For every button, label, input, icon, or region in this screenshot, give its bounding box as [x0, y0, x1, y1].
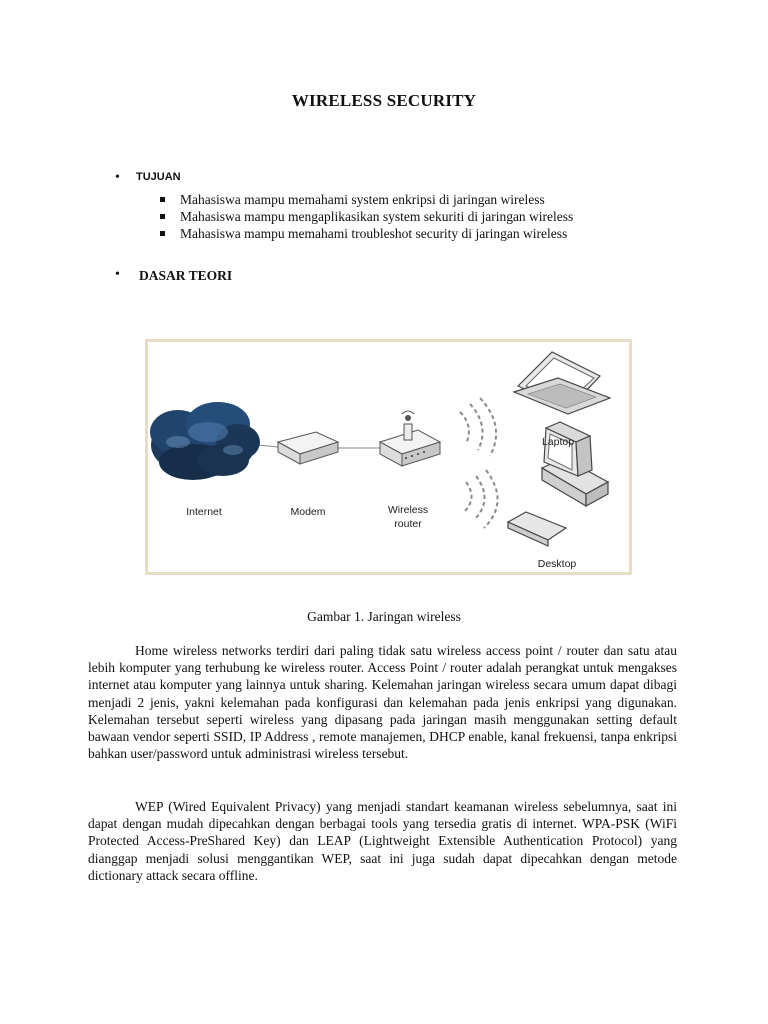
body-paragraph: WEP (Wired Equivalent Privacy) yang menjadi standart keamanan wireless sebelumnya, saat ini dapat dengan mudah dipecahkan dengan berbagai tools yang tersedia gratis di internet. WPA-PSK (WiFi Protected Access-PreShared Key) dan LEAP (Lightweight Extensible Authentication Protocol) yang dianggap menjadi solusi menggantikan WEP, saat ini juga sudah dapat dipecahkan dengan metode dictionary attack secara offline.	[88, 799, 677, 883]
list-item-text: Mahasiswa mampu mengaplikasikan system sekuriti di jaringan wireless	[180, 209, 574, 224]
square-bullet-icon	[160, 197, 165, 202]
square-bullet-icon	[160, 231, 165, 236]
modem-label: Modem	[290, 506, 326, 518]
wifi-signal-icon	[464, 470, 498, 528]
page-title: WIRELESS SECURITY	[291, 91, 477, 110]
laptop-label: Laptop	[541, 436, 575, 448]
network-diagram	[145, 339, 632, 575]
wireless-router-label-line1: Wireless	[387, 504, 429, 516]
wireless-router-label-line2: router	[394, 518, 422, 530]
network-diagram-svg	[148, 342, 629, 572]
bullet-icon: •	[115, 170, 120, 185]
square-bullet-icon	[160, 214, 165, 219]
internet-cloud-icon	[150, 402, 260, 480]
desktop-label: Desktop	[537, 558, 577, 570]
list-item-text: Mahasiswa mampu memahami system enkripsi di jaringan wireless	[180, 192, 545, 207]
laptop-icon	[514, 352, 610, 414]
section-heading-dasar-teori: DASAR TEORI	[139, 268, 233, 283]
figure-caption: Gambar 1. Jaringan wireless	[307, 609, 461, 624]
link-line	[258, 445, 278, 447]
bullet-icon: •	[115, 267, 120, 282]
wireless-router-icon	[380, 411, 440, 466]
internet-label: Internet	[186, 506, 222, 518]
modem-icon	[278, 432, 338, 464]
body-paragraph: Home wireless networks terdiri dari paling tidak satu wireless access point / router dan satu atau lebih komputer yang terhubung ke wireless router. Access Point / router adalah perangkat untuk mengakses internet atau komputer yang lainnya untuk sharing. Kelemahan jaringan wireless secara umum dapat dibagi menjadi 2 jenis, yakni kelemahan pada konfigurasi dan kelemahan pada jenis enkripsi yang digunakan. Kelemahan tersebut seperti wireless yang dipasang pada jaringan masih menggunakan setting default bawaan vendor seperti SSID, IP Address , remote manajemen, DHCP enable, kanal frekuensi, tanpa enkripsi bahkan user/password untuk administrasi wireless tersebut.	[88, 643, 677, 762]
list-item-text: Mahasiswa mampu memahami troubleshot security di jaringan wireless	[180, 226, 568, 241]
section-heading-tujuan: TUJUAN	[136, 171, 181, 183]
wifi-signal-icon	[460, 398, 496, 456]
